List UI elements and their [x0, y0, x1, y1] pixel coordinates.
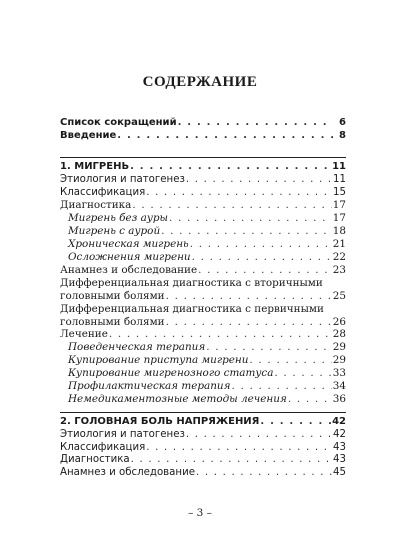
- toc-page-number: 43: [333, 454, 346, 466]
- table-of-contents: [60, 117, 346, 480]
- toc-entry-title: Мигрень с аурой: [68, 225, 161, 238]
- dot-leader: [198, 264, 332, 276]
- toc-page-number: 15: [333, 186, 346, 198]
- toc-entry-title: Анамнез и обследование: [60, 263, 198, 276]
- toc-entry-title-continued: головными болями: [60, 315, 165, 328]
- toc-entry-title: Лечение: [60, 328, 108, 341]
- dot-leader: [166, 290, 332, 302]
- toc-page-number: 43: [333, 441, 346, 453]
- toc-entry-title: Купирование приступа мигрени: [68, 354, 249, 367]
- toc-entry-title: Введение: [60, 129, 117, 141]
- toc-page-number: 6: [339, 117, 346, 128]
- dot-leader: [186, 429, 332, 441]
- toc-entry-title: Купирование мигренозного статуса: [68, 367, 274, 380]
- dot-leader: [249, 354, 331, 366]
- toc-page-number: 17: [332, 199, 346, 212]
- toc-entry-title: Осложнения мигрени: [68, 251, 191, 264]
- toc-entry[interactable]: [60, 277, 346, 303]
- toc-entry-title-continued: головными болями: [60, 289, 165, 302]
- toc-entry[interactable]: [60, 117, 346, 130]
- toc-entry[interactable]: [60, 328, 346, 341]
- toc-entry-title: Дифференциальная диагностика с первичными: [60, 302, 324, 315]
- dot-leader: [161, 225, 332, 237]
- dot-leader: [288, 393, 332, 405]
- toc-entry[interactable]: [60, 187, 346, 200]
- toc-entry-title: Этиология и патогенез: [60, 173, 185, 185]
- toc-page-number: 17: [332, 212, 346, 225]
- toc-page-number: 28: [332, 328, 346, 341]
- toc-entry[interactable]: [60, 264, 346, 277]
- dot-leader: [260, 416, 331, 428]
- toc-entry-title: Мигрень без ауры: [68, 212, 168, 225]
- dot-leader: [231, 380, 331, 392]
- toc-entry[interactable]: [60, 442, 346, 455]
- toc-page-number: 29: [332, 354, 346, 367]
- toc-page-number: 42: [333, 428, 346, 440]
- toc-entry[interactable]: [60, 212, 346, 225]
- toc-page-number: 8: [339, 129, 346, 141]
- dot-leader: [190, 238, 332, 250]
- toc-entry-title: Поведенческая терапия: [68, 341, 206, 354]
- toc-entry-title: Классификация: [60, 186, 146, 198]
- section-divider: [60, 412, 346, 413]
- dot-leader: [178, 117, 333, 129]
- dot-leader: [206, 341, 332, 353]
- toc-page-number: 22: [332, 251, 346, 264]
- toc-entry[interactable]: [60, 238, 346, 251]
- toc-entry-title: Диагностика: [60, 199, 132, 212]
- toc-page-number: 25: [332, 289, 346, 302]
- toc-entry-title: Немедикаментозные методы лечения: [68, 392, 287, 405]
- toc-entry[interactable]: [60, 199, 346, 212]
- toc-page-number: 21: [332, 238, 346, 251]
- page-title: СОДЕРЖАНИЕ: [142, 74, 258, 90]
- dot-leader: [186, 174, 332, 186]
- spacer: [60, 143, 346, 151]
- dot-leader: [131, 454, 332, 466]
- dot-leader: [117, 130, 333, 142]
- dot-leader: [132, 199, 331, 211]
- toc-page-number: 23: [332, 263, 346, 276]
- toc-page-number: 36: [332, 392, 346, 405]
- toc-entry-title: 2. ГОЛОВНАЯ БОЛЬ НАПРЯЖЕНИЯ: [60, 415, 260, 427]
- toc-entry-title: Этиология и патогенез: [60, 428, 185, 440]
- toc-page-number: 29: [332, 341, 346, 354]
- toc-entry[interactable]: [60, 225, 346, 238]
- toc-page-number: 11: [333, 173, 346, 185]
- toc-entry[interactable]: [60, 416, 346, 429]
- toc-entry[interactable]: [60, 354, 346, 367]
- toc-page-number: 45: [333, 467, 346, 479]
- dot-leader: [196, 467, 332, 479]
- toc-entry-title: Классификация: [60, 441, 146, 453]
- toc-entry[interactable]: [60, 454, 346, 467]
- dot-leader: [192, 251, 332, 263]
- toc-entry[interactable]: [60, 303, 346, 329]
- toc-entry-title: Анамнез и обследование: [60, 467, 195, 479]
- toc-entry[interactable]: [60, 341, 346, 354]
- dot-leader: [109, 328, 332, 340]
- toc-entry[interactable]: [60, 130, 346, 143]
- dot-leader: [130, 161, 331, 173]
- dot-leader: [274, 367, 331, 379]
- toc-page-number: 26: [332, 315, 346, 328]
- toc-entry[interactable]: [60, 174, 346, 187]
- toc-entry-title: Профилактическая терапия: [68, 379, 231, 392]
- toc-page-number: 34: [332, 379, 346, 392]
- toc-entry-title: Диагностика: [60, 454, 130, 466]
- toc-entry[interactable]: [60, 393, 346, 406]
- toc-page-number: 42: [332, 415, 346, 427]
- toc-entry-title: Список сокращений: [60, 117, 177, 128]
- toc-entry[interactable]: [60, 161, 346, 174]
- toc-page-number: 18: [332, 225, 346, 238]
- page-number: – 3 –: [188, 507, 212, 519]
- toc-entry[interactable]: [60, 429, 346, 442]
- toc-entry[interactable]: [60, 467, 346, 480]
- toc-entry-title: Дифференциальная диагностика с вторичными: [60, 276, 323, 289]
- section-divider: [60, 157, 346, 158]
- toc-page-number: 33: [332, 367, 346, 380]
- toc-entry[interactable]: [60, 251, 346, 264]
- dot-leader: [146, 442, 332, 454]
- toc-entry-title: Хроническая мигрень: [68, 238, 189, 251]
- toc-entry[interactable]: [60, 380, 346, 393]
- toc-entry[interactable]: [60, 367, 346, 380]
- dot-leader: [146, 187, 332, 199]
- dot-leader: [169, 212, 332, 224]
- dot-leader: [166, 316, 332, 328]
- toc-entry-title: 1. МИГРЕНЬ: [60, 160, 130, 172]
- toc-page-number: 11: [332, 160, 346, 172]
